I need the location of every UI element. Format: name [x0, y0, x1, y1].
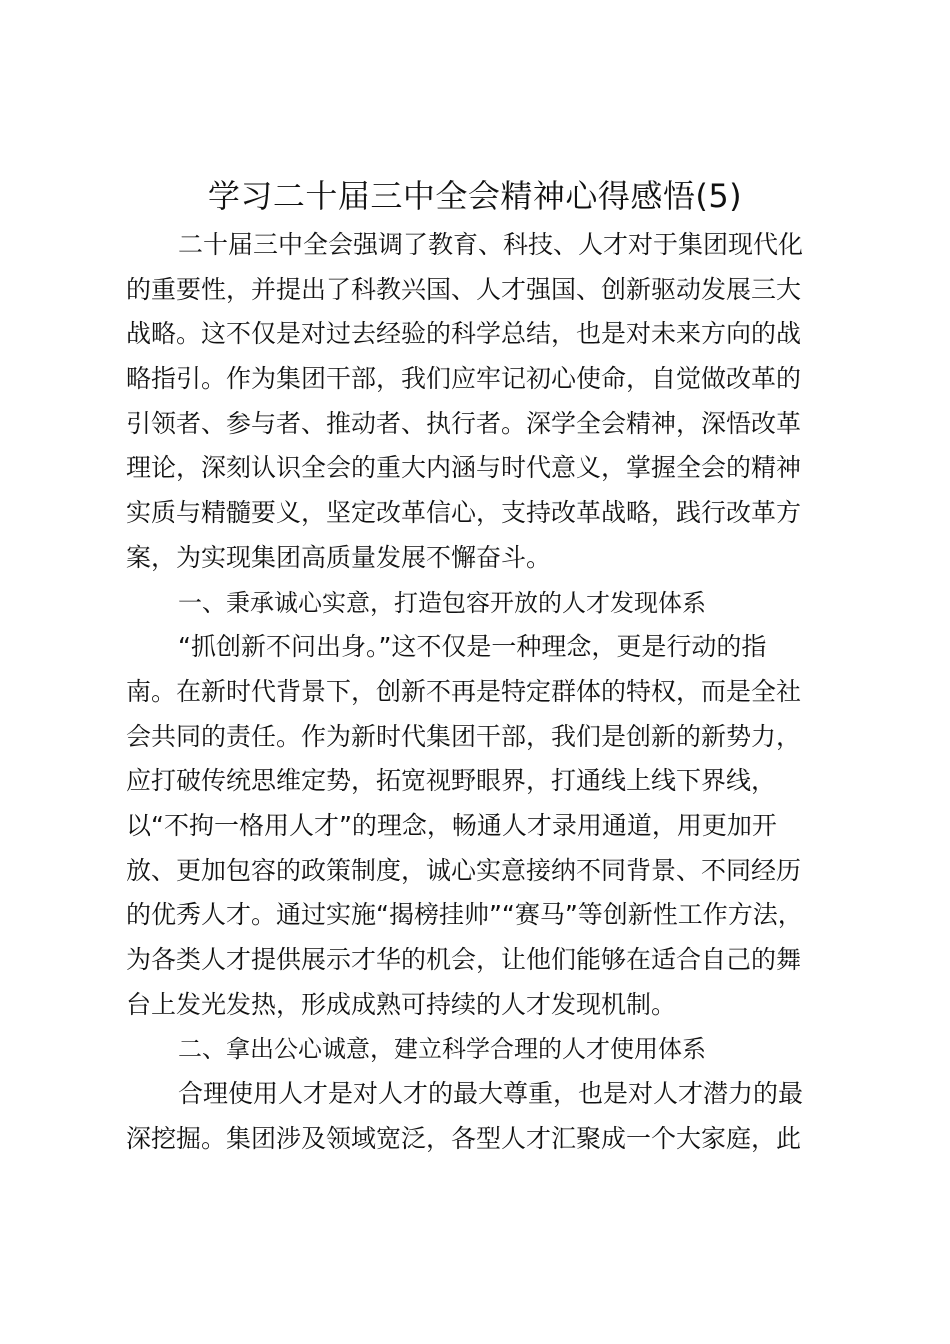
- paragraph-line: 引领者、参与者、推动者、执行者。深学全会精神，深悟改革: [126, 408, 802, 438]
- paragraph-line: 台上发光发热，形成成熟可持续的人才发现机制。: [126, 989, 677, 1019]
- section-heading: 一、秉承诚心实意，打造包容开放的人才发现体系: [178, 588, 706, 617]
- paragraph-line: 案，为实现集团高质量发展不懈奋斗。: [126, 542, 552, 572]
- section-heading: 二、拿出公心诚意，建立科学合理的人才使用体系: [178, 1035, 706, 1064]
- paragraph-line: 略指引。作为集团干部，我们应牢记初心使命，自觉做改革的: [126, 364, 802, 394]
- paragraph-line: 会共同的责任。作为新时代集团干部，我们是创新的新势力，: [126, 721, 802, 751]
- document-title: 学习二十届三中全会精神心得感悟(5): [207, 177, 743, 215]
- paragraph-line: 二十届三中全会强调了教育、科技、人才对于集团现代化: [178, 230, 804, 259]
- paragraph-line: 应打破传统思维定势，拓宽视野眼界，打通线上线下界线，: [126, 766, 777, 796]
- paragraph-line: 为各类人才提供展示才华的机会，让他们能够在适合自己的舞: [126, 945, 802, 974]
- paragraph-line: “抓创新不问出身。”这不仅是一种理念，更是行动的指: [178, 632, 767, 662]
- paragraph-line: 实质与精髓要义，坚定改革信心，支持改革战略，践行改革方: [126, 498, 802, 528]
- paragraph-line: 的重要性，并提出了科教兴国、人才强国、创新驱动发展三大: [126, 274, 802, 304]
- paragraph-line: 的优秀人才。通过实施“揭榜挂帅”“赛马”等创新性工作方法，: [126, 900, 803, 930]
- paragraph-line: 战略。这不仅是对过去经验的科学总结，也是对未来方向的战: [126, 319, 802, 349]
- paragraph-line: 以“不拘一格用人才”的理念，畅通人才录用通道，用更加开: [126, 810, 777, 840]
- paragraph-line: 理论，深刻认识全会的重大内涵与时代意义，掌握全会的精神: [126, 453, 802, 483]
- paragraph-line: 合理使用人才是对人才的最大尊重，也是对人才潜力的最: [178, 1079, 804, 1109]
- paragraph-line: 深挖掘。集团涉及领域宽泛，各型人才汇聚成一个大家庭，此: [126, 1123, 802, 1153]
- document-body: [126, 223, 824, 1161]
- paragraph-line: 放、更加包容的政策制度，诚心实意接纳不同背景、不同经历: [126, 855, 802, 885]
- paragraph-line: 南。在新时代背景下，创新不再是特定群体的特权，而是全社: [126, 676, 802, 706]
